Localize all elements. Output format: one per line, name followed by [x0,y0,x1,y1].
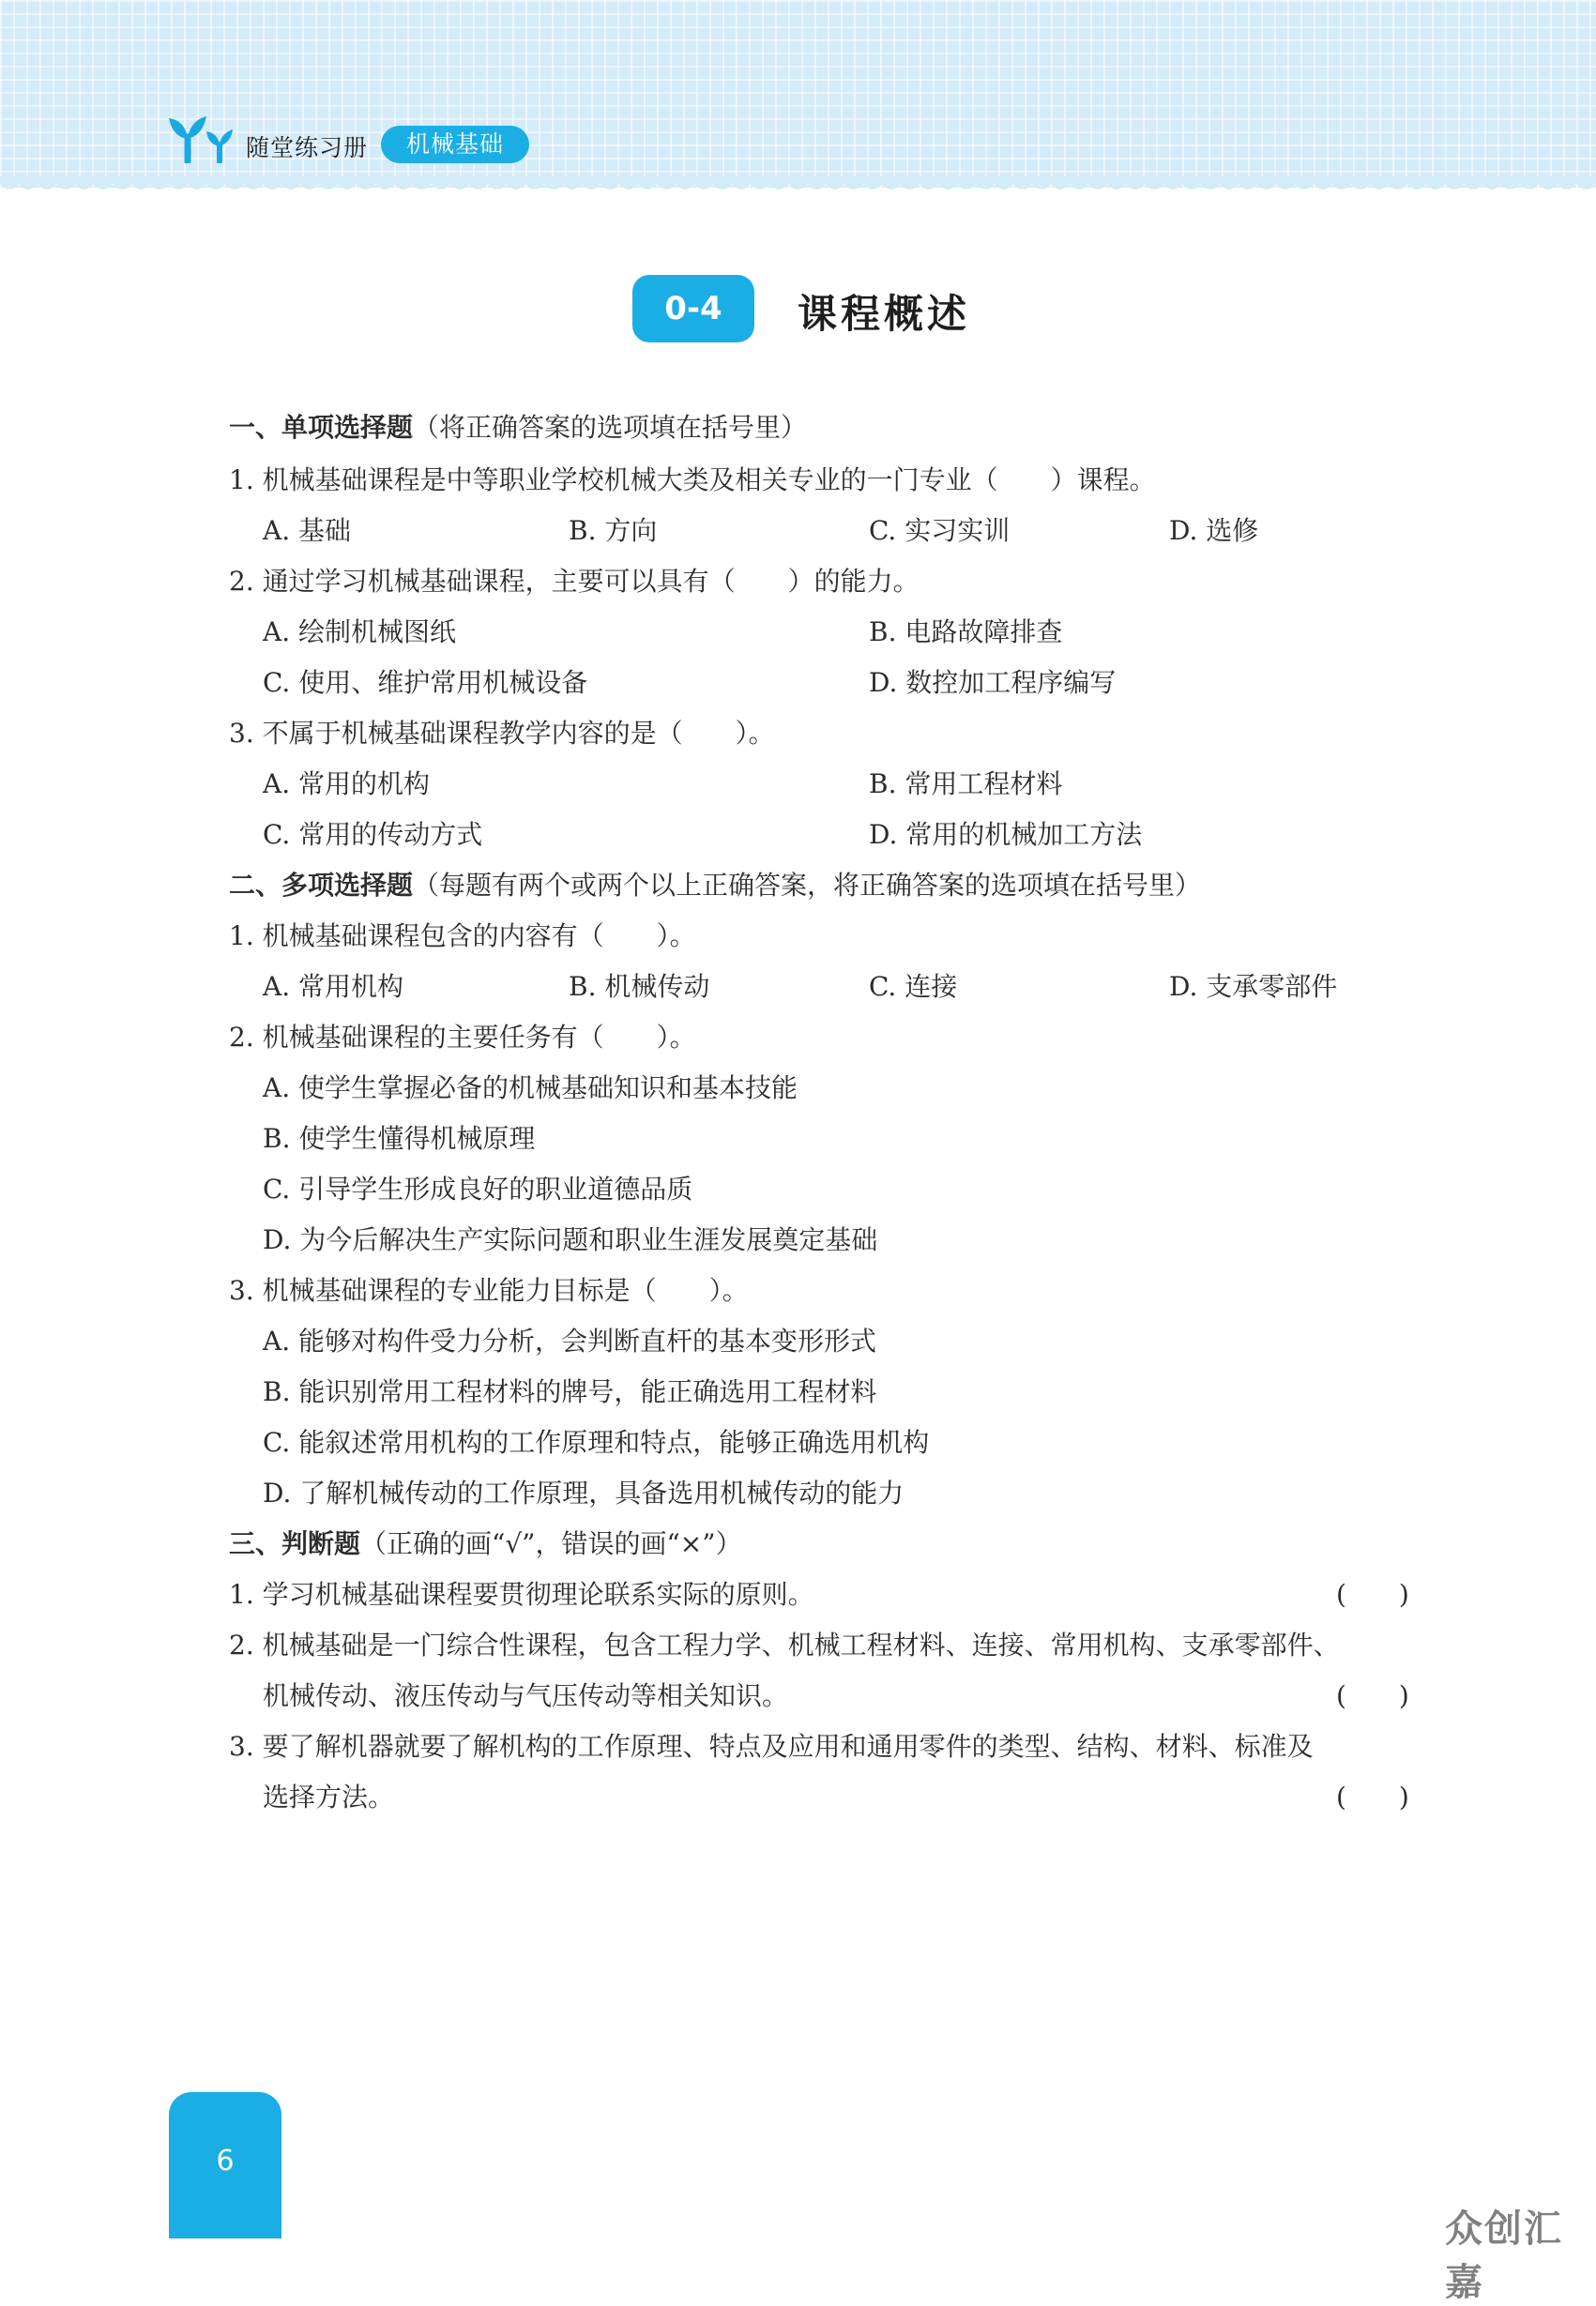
section1-heading [229,411,807,445]
s1-q2-option-a: A. 绘制机械图纸 [263,616,457,647]
section3-heading-text: 三、判断题 [229,1528,361,1559]
section1-note: （将正确答案的选项填在括号里） [413,412,808,443]
sprout-icon [167,114,233,163]
s3-q2-text-line2: 机械传动、液压传动与气压传动等相关知识。 [263,1680,789,1711]
page-number: 6 [216,2145,235,2177]
s1-q2-option-b: B. 电路故障排查 [869,616,1063,647]
s1-q1-option-c: C. 实习实训 [869,515,1011,546]
brand-title: 随堂练习册 [246,134,369,161]
s2-q1-option-d: D. 支承零部件 [1169,971,1338,1002]
s2-q1-option-b: B. 机械传动 [569,971,710,1002]
s2-q1-stem: 1. 机械基础课程包含的内容有（ ）。 [229,920,696,951]
s2-q1-option-c: C. 连接 [869,971,958,1002]
s3-q1-answer-blank: ( ) [1336,1579,1409,1610]
s1-q1-stem: 1. 机械基础课程是中等职业学校机械大类及相关专业的一门专业（ ）课程。 [229,464,1156,495]
section2-heading-text: 二、多项选择题 [229,870,414,901]
s2-q2-option-c: C. 引导学生形成良好的职业道德品质 [263,1174,693,1205]
s2-q3-option-c: C. 能叙述常用机构的工作原理和特点，能够正确选用机构 [263,1427,930,1458]
s3-q2-text-line1: 2. 机械基础是一门综合性课程，包含工程力学、机械工程材料、连接、常用机构、支承零部件、 [229,1630,1340,1661]
s2-q3-option-b: B. 能识别常用工程材料的牌号，能正确选用工程材料 [263,1376,877,1407]
s3-q1-text: 1. 学习机械基础课程要贯彻理论联系实际的原则。 [229,1579,814,1610]
section-number-badge: 0-4 [632,275,754,342]
section2-note: （每题有两个或两个以上正确答案，将正确答案的选项填在括号里） [413,870,1202,901]
s1-q1-option-b: B. 方向 [569,515,658,546]
section3-note: （正确的画“√”，错误的画“×”） [360,1528,742,1559]
subject-badge: 机械基础 [381,126,529,163]
s2-q2-option-a: A. 使学生掌握必备的机械基础知识和基本技能 [263,1072,798,1103]
s2-q2-option-b: B. 使学生懂得机械原理 [263,1123,536,1154]
header-band [0,0,1596,188]
s2-q3-stem: 3. 机械基础课程的专业能力目标是（ ）。 [229,1275,749,1306]
s2-q3-option-a: A. 能够对构件受力分析，会判断直杆的基本变形形式 [263,1326,877,1357]
s3-q3-answer-blank: ( ) [1336,1782,1409,1813]
watermark-logo [1445,2199,1596,2306]
s1-q3-option-d: D. 常用的机械加工方法 [869,819,1143,850]
s3-q3-text-line2: 选择方法。 [263,1782,395,1813]
s1-q3-option-b: B. 常用工程材料 [869,768,1063,799]
s1-q3-option-a: A. 常用的机构 [263,768,431,799]
s1-q3-stem: 3. 不属于机械基础课程教学内容的是（ ）。 [229,718,775,749]
header-wave-edge [0,176,1596,199]
s2-q2-option-d: D. 为今后解决生产实际问题和职业生涯发展奠定基础 [263,1224,878,1255]
s1-q2-option-d: D. 数控加工程序编写 [869,667,1117,698]
watermark-text: 众创汇嘉 [1445,2207,1563,2304]
section-title: 课程概述 [798,291,971,337]
page-number-tab [169,2092,281,2238]
s1-q2-stem: 2. 通过学习机械基础课程，主要可以具有（ ）的能力。 [229,566,920,597]
s1-q1-option-d: D. 选修 [1169,515,1259,546]
s1-q3-option-c: C. 常用的传动方式 [263,819,483,850]
s2-q2-stem: 2. 机械基础课程的主要任务有（ ）。 [229,1022,696,1053]
section3-heading [229,1527,742,1561]
s2-q3-option-d: D. 了解机械传动的工作原理，具备选用机械传动的能力 [263,1478,904,1509]
s3-q2-answer-blank: ( ) [1336,1680,1409,1711]
s1-q2-option-c: C. 使用、维护常用机械设备 [263,667,588,698]
section2-heading [229,869,1201,903]
s3-q3-text-line1: 3. 要了解机器就要了解机构的工作原理、特点及应用和通用零件的类型、结构、材料、标准及 [229,1731,1314,1762]
s1-q1-option-a: A. 基础 [263,515,352,546]
s2-q1-option-a: A. 常用机构 [263,971,404,1002]
section1-heading-text: 一、单项选择题 [229,412,414,443]
